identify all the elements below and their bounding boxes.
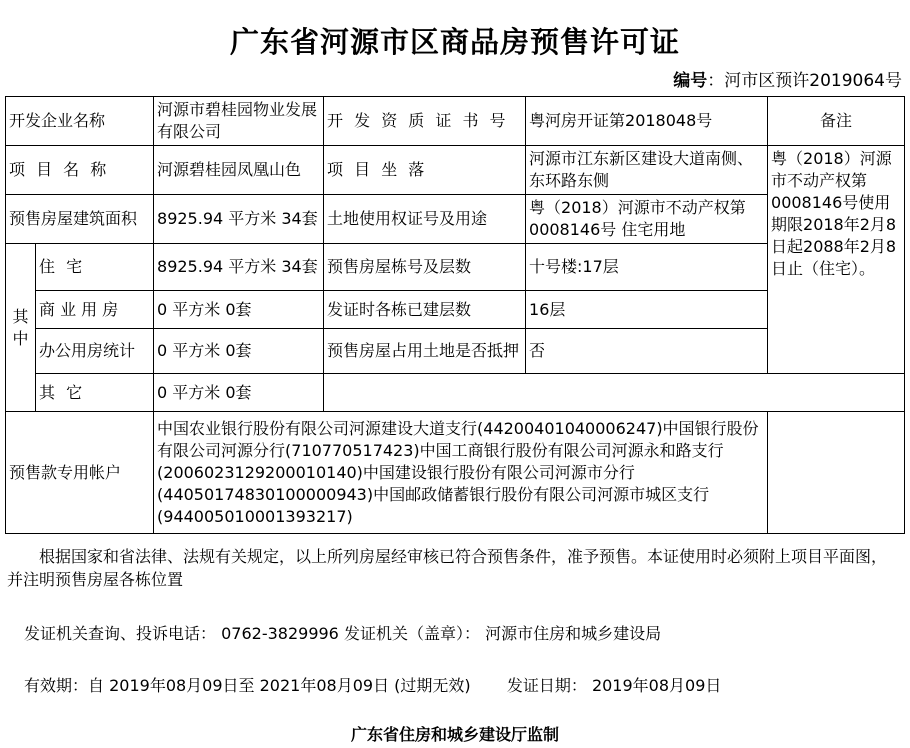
developer-value: 河源市碧桂园物业发展有限公司 xyxy=(154,97,324,146)
empty-cell xyxy=(324,374,905,412)
presale-area-label: 预售房屋建筑面积 xyxy=(6,195,154,244)
remark-label: 备注 xyxy=(768,97,905,146)
permit-number-value: 河市区预许2019064号 xyxy=(724,71,902,91)
floors-built-label: 发证时各栋已建层数 xyxy=(324,291,526,329)
validity-line xyxy=(24,674,904,697)
phone-label: 发证机关查询、投诉电话： xyxy=(24,624,217,643)
authority-label: 发证机关（盖章）： xyxy=(343,624,480,643)
account-value: 中国农业银行股份有限公司河源建设大道支行(44200401040006247)中国银行股份有限公司河源分行(710770517423)中国工商银行股份有限公司河源永和路支行(2006023129200010140)中国建设银行股份有限公司河源市分行(44050174830100000943)中国邮政储蓄银行股份有限公司河源市城区支行(944005010001393217) xyxy=(154,412,768,534)
table-row xyxy=(6,374,905,412)
permit-table xyxy=(5,96,905,534)
page-title: 广东省河源市区商品房预售许可证 xyxy=(229,25,680,59)
residential-label: 住 宅 xyxy=(36,244,154,291)
project-name-value: 河源碧桂园凤凰山色 xyxy=(154,146,324,195)
developer-label: 开发企业名称 xyxy=(6,97,154,146)
other-label: 其 它 xyxy=(36,374,154,412)
land-cert-label: 土地使用权证号及用途 xyxy=(324,195,526,244)
footer-supervision: 广东省住房和城乡建设厅监制 xyxy=(350,725,559,744)
validity-value: 自 2019年08月09日至 2021年08月09日 (过期无效) xyxy=(88,676,471,695)
authority-value: 河源市住房和城乡建设局 xyxy=(485,624,662,643)
table-row xyxy=(6,97,905,146)
land-cert-value: 粤（2018）河源市不动产权第0008146号 住宅用地 xyxy=(526,195,768,244)
presale-area-value: 8925.94 平方米 34套 xyxy=(154,195,324,244)
qualification-value: 粤河房开证第2018048号 xyxy=(526,97,768,146)
commercial-label: 商 业 用 房 xyxy=(36,291,154,329)
table-row xyxy=(6,146,905,195)
among-label: 其 中 xyxy=(6,244,36,412)
office-label: 办公用房统计 xyxy=(36,329,154,374)
mortgage-value: 否 xyxy=(526,329,768,374)
building-value: 十号楼:17层 xyxy=(526,244,768,291)
project-name-label: 项 目 名 称 xyxy=(6,146,154,195)
project-location-label: 项 目 坐 落 xyxy=(324,146,526,195)
phone-value: 0762-3829996 xyxy=(221,624,339,643)
permit-number-label: 编号 xyxy=(673,71,708,91)
statement-text: 根据国家和省法律、法规有关规定，以上所列房屋经审核已符合预售条件，准予预售。本证使用时必须附上项目平面图，并注明预售房屋各栋位置 xyxy=(7,547,888,589)
residential-value: 8925.94 平方米 34套 xyxy=(154,244,324,291)
account-label: 预售款专用帐户 xyxy=(6,412,154,534)
issue-date-label: 发证日期： xyxy=(506,676,587,695)
empty-cell xyxy=(768,412,905,534)
validity-label: 有效期： xyxy=(24,676,89,695)
office-value: 0 平方米 0套 xyxy=(154,329,324,374)
permit-number xyxy=(673,66,902,91)
permit-number-separator: ： xyxy=(707,71,725,91)
contact-line xyxy=(24,622,904,645)
issue-date-value: 2019年08月09日 xyxy=(591,676,722,695)
other-value: 0 平方米 0套 xyxy=(154,374,324,412)
qualification-label: 开 发 资 质 证 书 号 xyxy=(324,97,526,146)
project-location-value: 河源市江东新区建设大道南侧、东环路东侧 xyxy=(526,146,768,195)
floors-built-value: 16层 xyxy=(526,291,768,329)
remark-value: 粤（2018）河源市不动产权第0008146号使用期限2018年2月8日起2088年2月8日止（住宅）。 xyxy=(768,146,905,374)
building-label: 预售房屋栋号及层数 xyxy=(324,244,526,291)
commercial-value: 0 平方米 0套 xyxy=(154,291,324,329)
mortgage-label: 预售房屋占用土地是否抵押 xyxy=(324,329,526,374)
table-row xyxy=(6,412,905,534)
